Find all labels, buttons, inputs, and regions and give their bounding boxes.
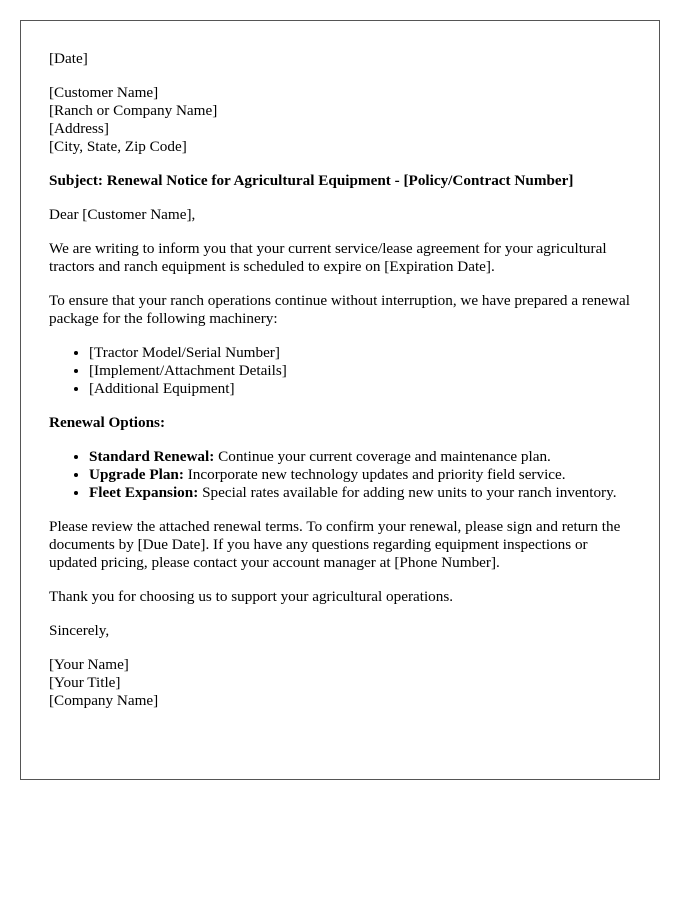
option-text: Incorporate new technology updates and priority field service. [183, 466, 566, 483]
recipient-city-state-zip: [City, State, Zip Code] [49, 138, 187, 155]
option-title: Upgrade Plan: [89, 466, 184, 483]
subject-line: Subject: Renewal Notice for Agricultural Equipment - [Policy/Contract Number] [49, 172, 574, 189]
thank-you-paragraph: Thank you for choosing us to support your agricultural operations. [49, 588, 454, 605]
machinery-intro-paragraph: To ensure that your ranch operations continue without interruption, we have prepared a renewal package for the following machinery: [49, 292, 630, 327]
signature-block [49, 656, 631, 710]
signature-title: [Your Title] [49, 674, 121, 691]
machinery-item: • [Implement/Attachment Details] [89, 362, 631, 380]
recipient-block [49, 84, 631, 156]
option-text: Continue your current coverage and maintenance plan. [214, 448, 551, 465]
machinery-item: • [Tractor Model/Serial Number] [89, 344, 631, 362]
option-title: Fleet Expansion: [89, 484, 199, 501]
renewal-option-fleet [89, 484, 631, 502]
review-paragraph: Please review the attached renewal terms. To confirm your renewal, please sign and return the documents by [Due Date]. If you have any questions regarding equipment inspections or updated pricing, please contact your account manager at [Phone Number]. [49, 518, 621, 571]
recipient-company: [Ranch or Company Name] [49, 102, 218, 119]
signature-company: [Company Name] [49, 692, 159, 709]
greeting: Dear [Customer Name], [49, 206, 196, 223]
intro-paragraph: We are writing to inform you that your current service/lease agreement for your agricultural tractors and ranch equipment is scheduled to expire on [Expiration Date]. [49, 240, 607, 275]
signature-name: [Your Name] [49, 656, 129, 673]
option-text: Special rates available for adding new units to your ranch inventory. [198, 484, 617, 501]
renewal-options-list [49, 448, 631, 502]
machinery-item: • [Additional Equipment] [89, 380, 631, 398]
machinery-list [49, 344, 631, 398]
recipient-name: [Customer Name] [49, 84, 159, 101]
renewal-options-heading: Renewal Options: [49, 414, 166, 431]
closing: Sincerely, [49, 622, 110, 639]
renewal-option-upgrade [89, 466, 631, 484]
recipient-address: [Address] [49, 120, 109, 137]
option-title: Standard Renewal: [89, 448, 215, 465]
letter-date: [Date] [49, 50, 88, 67]
letter-page [20, 20, 660, 780]
renewal-option-standard [89, 448, 631, 466]
